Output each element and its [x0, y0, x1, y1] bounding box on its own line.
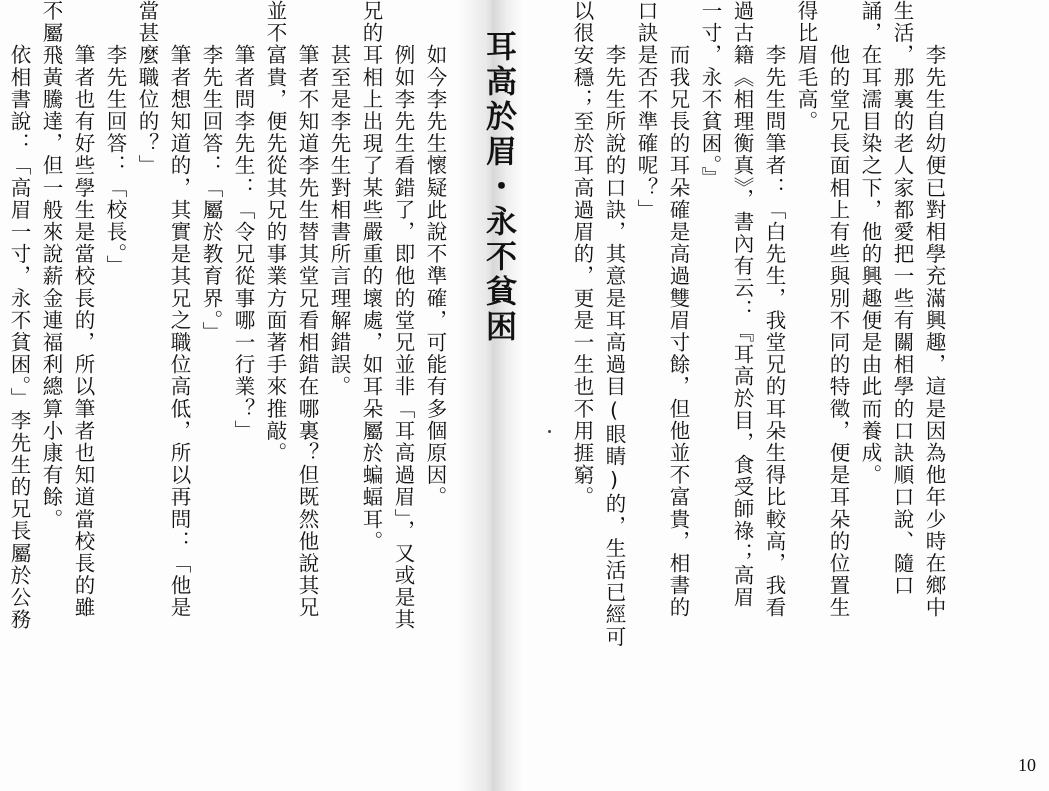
text-column: 李先生回答：「屬於教育界。」 [199, 0, 223, 344]
print-speck [548, 430, 551, 433]
left-page [0, 0, 470, 791]
text-column: 一寸，永不貧困。』 [698, 0, 722, 189]
text-column: 口訣是否不準確呢？」 [634, 0, 658, 221]
text-column: 過古籍《相理衡真》，書內有云：『耳高於目，食受師祿；高眉 [730, 0, 754, 609]
text-column: 兄的耳相上出現了某些嚴重的壞處，如耳朵屬於蝙蝠耳。 [359, 0, 383, 553]
text-column: 不屬飛黃騰達，但一般來說薪金連福利總算小康有餘。 [39, 0, 63, 531]
page-number: 10 [1018, 755, 1036, 775]
text-column: 以很安穩；至於耳高過眉的，更是一生也不用捱窮。 [570, 0, 594, 509]
text-column: 李先生所說的口訣，其意是耳高過目(眼睛)的，生活已經可 [602, 0, 626, 648]
text-column: 例如李先生看錯了，即他的堂兄並非「耳高過眉」，又或是其 [391, 0, 415, 631]
text-column: 筆者問李先生：「令兄從事哪一行業？」 [231, 0, 255, 442]
text-column: 李先生問筆者：「白先生，我堂兄的耳朵生得比較高，我看 [762, 0, 786, 619]
text-column: 而我兄長的耳朵確是高過雙眉寸餘，但他並不富貴，相書的 [666, 0, 690, 619]
text-column: 他的堂兄長面相上有些與別不同的特徵，便是耳朵的位置生 [826, 0, 850, 619]
text-column: 李先生自幼便已對相學充滿興趣，這是因為他年少時在鄉中 [922, 0, 946, 619]
text-column: 依相書說：「高眉一寸，永不貧困。」李先生的兄長屬於公務 [7, 0, 31, 631]
text-column: 筆者也有好些學生是當校長的，所以筆者也知道當校長的雖 [71, 0, 95, 619]
text-column: 如今李先生懷疑此說不準確，可能有多個原因。 [423, 0, 447, 509]
right-page [520, 0, 1049, 791]
text-column: 得比眉毛高。 [794, 0, 818, 133]
text-column: 李先生回答：「校長。」 [103, 0, 127, 278]
text-column: 筆者不知道李先生替其堂兄看相錯在哪裏？但既然他說其兄 [295, 0, 319, 619]
text-column: 並不富貴，便先從其兄的事業方面著手來推敲。 [263, 0, 287, 465]
text-column: 當甚麼職位的？」 [135, 0, 159, 177]
chapter-title: 耳高於眉・永不貧困 [480, 30, 516, 345]
text-column: 甚至是李先生對相書所言理解錯誤。 [327, 0, 351, 398]
text-column: 筆者想知道的，其實是其兄之職位高低，所以再問：「他是 [167, 0, 191, 619]
text-column: 誦，在耳濡目染之下，他的興趣便是由此而養成。 [858, 0, 882, 487]
text-column: 生活，那裏的老人家都愛把一些有關相學的口訣順口說、隨口 [890, 0, 914, 597]
